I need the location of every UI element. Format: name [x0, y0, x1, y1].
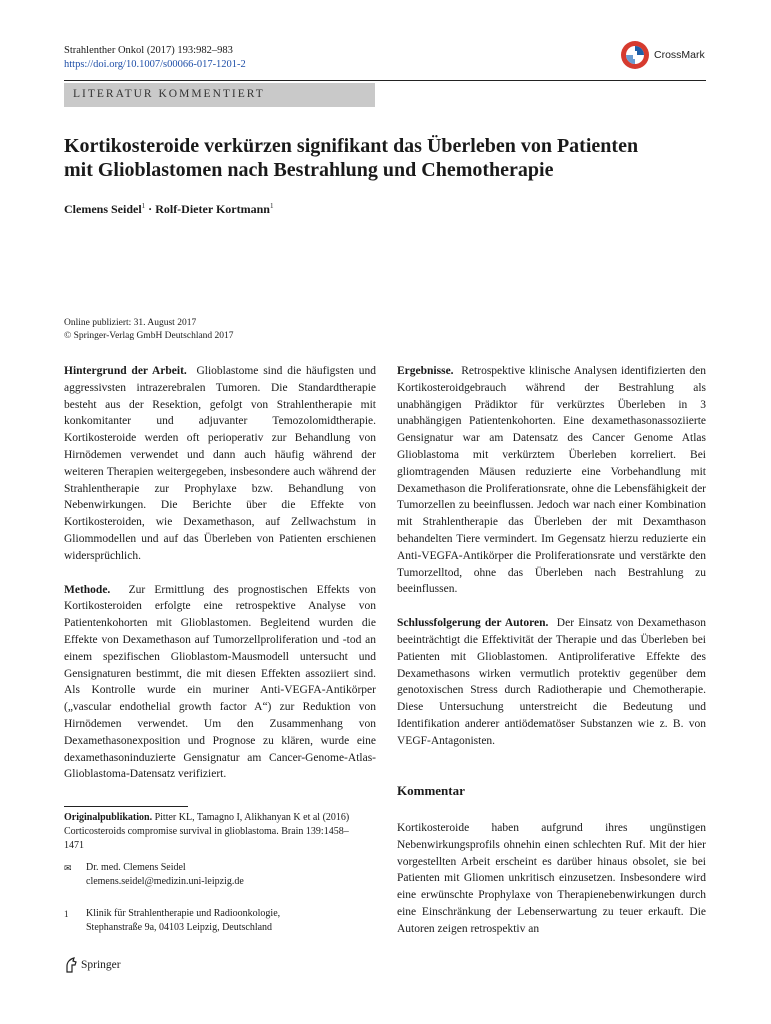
title-line-2: mit Glioblastomen nach Bestrahlung und Chemotherapie — [64, 159, 554, 181]
publisher-logo — [64, 957, 121, 973]
methods-text: Zur Ermittlung des prognostischen Effekts von Kortikosteroiden erfolgte eine retrospektive Analyse von Patientenkohorten mit Glioblastomen. Begleitend wurden die Effekte von Dexamethason auf Tumorzellproliferation und -tod an einem spezifischen Glioblastom-Mausmodell untersucht und Gensignaturen bestimmt, die mit diesen Effekten assoziiert sind. Als Kontrolle wurde ein muriner Anti-VEGFA-Antikörper („vascular endothelial growth factor A“) zur Reduktion von Hirnödemen verwendet. Um den Zusammenhang von Dexamethasonexposition und Prognose zu klären, wurde eine dexamethasoninduzierte Gensignatur am Cancer-Genome-Atlas-Glioblastoma-Datensatz verifiziert. — [64, 583, 376, 781]
footnotes — [64, 811, 359, 953]
original-label: Originalpublikation. — [64, 812, 153, 823]
right-column — [397, 363, 706, 767]
author-separator: · — [148, 202, 153, 216]
crossmark-icon — [620, 40, 650, 70]
contact-name: Dr. med. Clemens Seidel — [86, 862, 186, 873]
commentary-paragraph: Kortikosteroide haben aufgrund ihres ungünstigen Nebenwirkungsprofils ohnehin einen schlechten Ruf. Mit der hier vorgestellten Arbeit erscheint es darüber hinaus obsolet, sie bei Patienten mit Gliomen unkritisch einzusetzen. Insbesondere wird eine erwünschte Prophylaxe von Therapienebenwirkungen durch eine Einschränkung der Lebenserwartung zu teuer erkauft. Die Autoren zeigen retrospektiv an — [397, 822, 706, 935]
envelope-icon: ✉ — [64, 863, 72, 873]
published-date: Online publiziert: 31. August 2017 — [64, 318, 197, 328]
commentary-heading: Kommentar — [397, 783, 465, 798]
conclusion-paragraph — [397, 615, 706, 749]
author-list — [64, 202, 273, 217]
methods-label: Methode. — [64, 583, 111, 596]
results-paragraph — [397, 363, 706, 598]
section-banner-label: LITERATUR KOMMENTIERT — [73, 88, 265, 100]
crossmark-label: CrossMark — [654, 49, 705, 61]
results-label: Ergebnisse. — [397, 365, 454, 377]
publisher-name: Springer — [81, 959, 121, 971]
original-citation: Pitter KL, Tamagno I, Alikhanyan K et al (2016) Corticosteroids compromise survival in glioblastoma. Brain 139:1458–1471 — [64, 812, 350, 851]
methods-paragraph — [64, 582, 376, 784]
springer-horse-icon — [64, 957, 78, 973]
affiliation-line-1: Klinik für Strahlentherapie und Radioonkologie, — [86, 908, 281, 919]
copyright-notice: © Springer-Verlag GmbH Deutschland 2017 — [64, 331, 234, 341]
commentary-body — [397, 820, 706, 955]
footnote-rule — [64, 806, 188, 807]
author-affiliation-mark: 1 — [141, 202, 146, 210]
section-banner — [64, 83, 375, 107]
doi-link[interactable]: https://doi.org/10.1007/s00066-017-1201-2 — [64, 59, 246, 70]
conclusion-text: Der Einsatz von Dexamethason beeinträchtigt die Effektivität der Therapie und das Überleben bei Patienten mit Glioblastomen. Antiproliferative Effekte des Dexamethasons wirken vermutlich protektiv gegenüber dem genotoxischen Stress durch Radiotherapie und Chemotherapie. Diese Untersuchung unterstreicht die Bedeutung und Identifikation anderer antiödematöser Substanzen wie z. B. von VEGF-Antagonisten. — [397, 617, 707, 747]
title-line-1: Kortikosteroide verkürzen signifikant das Überleben von Patienten — [64, 135, 639, 157]
publication-info — [64, 317, 234, 343]
author-name: Clemens Seidel — [64, 202, 142, 216]
header-rule — [64, 80, 706, 81]
affiliation-footnote — [64, 907, 359, 935]
original-publication — [64, 811, 359, 853]
left-column — [64, 363, 376, 800]
background-label: Hintergrund der Arbeit. — [64, 365, 187, 377]
crossmark-badge[interactable] — [620, 38, 720, 72]
background-text: Glioblastome sind die häufigsten und aggressivsten intrazerebralen Tumoren. Die Standardtherapie besteht aus der Resektion, gefolgt von Strahlentherapie mit konkomitanter und adjuvanter Temozolomidtherapie. Kortikosteroide werden oft perioperativ zur Behandlung von Hirnödemen verwendet und dann auch häufig während der weiteren Therapien weitergegeben, insbesondere auch während der Strahlentherapie zur Prophylaxe bzw. Behandlung von Nebenwirkungen. Die Berichte über die Effekte von Kortikosteroiden, wie Dexamethason, auf Zellwachstum in Gliommodellen und auf das Überleben von Patienten erschienen widersprüchlich. — [64, 365, 377, 562]
affiliation-mark: 1 — [64, 909, 69, 919]
article-title — [64, 134, 724, 182]
author-name: Rolf-Dieter Kortmann — [155, 202, 270, 216]
contact-footnote — [64, 861, 359, 889]
journal-header — [64, 44, 246, 72]
background-paragraph — [64, 363, 376, 565]
results-text: Retrospektive klinische Analysen identifizierten den Kortikosteroidgebrauch während der Bestrahlung als unabhängigen Prädiktor für verkürztes Überleben in 3 unabhängigen Patientenkohorten. Eine dexamethasonassoziierte Gensignatur war am Datensatz des Cancer Genome Atlas Glioblastoma mit verkürztem Überleben korreliert. Bei gliomtragenden Mäusen reduzierte eine Vorbehandlung mit Dexamethason die Proliferationsrate, ohne die Lebensfähigkeit der Tumorzellen zu beeinflussen. Jedoch war nach einer Kombination mit Strahlentherapie das Überleben der mit Dexamthason behandelten Tiere vermindert. Im Gegensatz hierzu reduzierte ein Anti-VEGFA-Antikörper die Proliferationsrate und verstärkte den Tumorzelltod, ohne das Überleben nach Bestrahlung zu beeinflussen. — [397, 365, 706, 596]
affiliation-line-2: Stephanstraße 9a, 04103 Leipzig, Deutschland — [86, 922, 273, 933]
conclusion-label: Schlussfolgerung der Autoren. — [397, 617, 549, 630]
journal-citation: Strahlenther Onkol (2017) 193:982–983 — [64, 45, 233, 56]
author-affiliation-mark: 1 — [269, 202, 274, 210]
contact-email[interactable]: clemens.seidel@medizin.uni-leipzig.de — [86, 876, 244, 887]
